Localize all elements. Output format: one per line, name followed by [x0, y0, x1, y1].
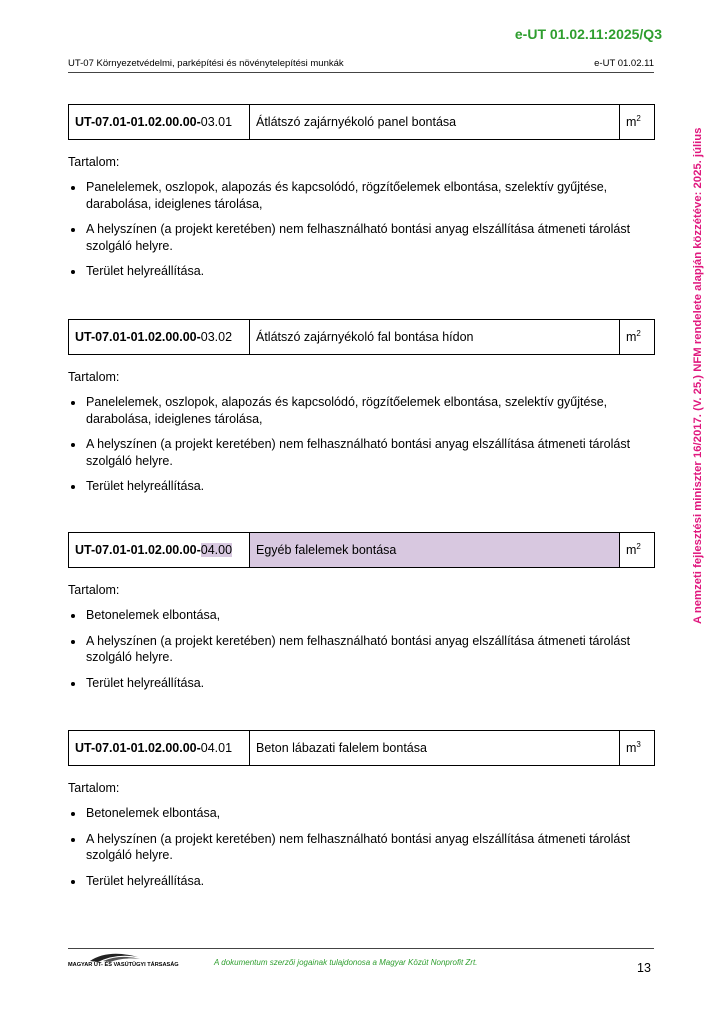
item-code: UT-07.01-01.02.00.00-03.01: [69, 105, 250, 140]
header-chapter-title: UT-07 Környezetvédelmi, parképítési és növénytelepítési munkák: [68, 58, 344, 69]
item-section-1: [68, 104, 655, 289]
item-code-table: [68, 730, 655, 766]
content-heading: Tartalom:: [68, 781, 120, 795]
list-item: • Betonelemek elbontása,: [85, 805, 655, 822]
footer-divider: [68, 948, 654, 949]
content-heading: Tartalom:: [68, 155, 120, 169]
content-list: [68, 805, 655, 889]
list-item: • Terület helyreállítása.: [85, 263, 655, 280]
item-code-table: [68, 532, 655, 568]
item-unit: $m^2$: [620, 320, 655, 355]
list-item: • A helyszínen (a projekt keretében) nem felhasználható bontási anyag elszállítása átmeneti tárolást szolgáló helyre.: [85, 436, 655, 469]
publication-note: A nemzeti fejlesztési miniszter 16/2017. (V. 25.) NFM rendelete alapján közzétéve: 2025. július: [692, 127, 704, 624]
item-section-3: [68, 532, 655, 700]
item-title: Beton lábazati falelem bontása: [250, 731, 620, 766]
list-item: • A helyszínen (a projekt keretében) nem felhasználható bontási anyag elszállítása átmeneti tárolást szolgáló helyre.: [85, 633, 655, 666]
item-code: UT-07.01-01.02.00.00-03.02: [69, 320, 250, 355]
item-unit: $m^2$: [620, 105, 655, 140]
list-item: • Betonelemek elbontása,: [85, 607, 655, 624]
list-item: • A helyszínen (a projekt keretében) nem felhasználható bontási anyag elszállítása átmeneti tárolást szolgáló helyre.: [85, 831, 655, 864]
item-code-table: [68, 104, 655, 140]
item-section-4: [68, 730, 655, 898]
header-doc-ref: e-UT 01.02.11: [594, 58, 654, 69]
item-title: Átlátszó zajárnyékoló fal bontása hídon: [250, 320, 620, 355]
item-code-table: [68, 319, 655, 355]
list-item: • Panelelemek, oszlopok, alapozás és kapcsolódó, rögzítőelemek elbontása, szelektív gyűjtése, darabolása, ideiglenes tárolása,: [85, 179, 655, 212]
highlighted-code-suffix: 04.00: [200, 543, 233, 557]
content-list: [68, 179, 655, 280]
list-item: • Terület helyreállítása.: [85, 478, 655, 495]
list-item: • A helyszínen (a projekt keretében) nem felhasználható bontási anyag elszállítása átmeneti tárolást szolgáló helyre.: [85, 221, 655, 254]
content-heading: Tartalom:: [68, 370, 120, 384]
content-heading: Tartalom:: [68, 583, 120, 597]
page-header: [68, 58, 654, 73]
list-item: • Terület helyreállítása.: [85, 675, 655, 692]
item-unit: $m^2$: [620, 533, 655, 568]
company-logo-text: MAGYAR ÚT- ÉS VASÚTÜGYI TÁRSASÁG: [68, 962, 179, 968]
item-section-2: [68, 319, 655, 504]
content-list: [68, 607, 655, 691]
list-item: • Terület helyreállítása.: [85, 873, 655, 890]
document-id: e-UT 01.02.11:2025/Q3: [514, 26, 662, 42]
content-list: [68, 394, 655, 495]
list-item: • Panelelemek, oszlopok, alapozás és kapcsolódó, rögzítőelemek elbontása, szelektív gyűjtése, darabolása, ideiglenes tárolása,: [85, 394, 655, 427]
copyright-notice: A dokumentum szerzői jogainak tulajdonosa a Magyar Közút Nonprofit Zrt.: [214, 958, 478, 967]
item-code: UT-07.01-01.02.00.00-04.00: [69, 533, 250, 568]
item-code: UT-07.01-01.02.00.00-04.01: [69, 731, 250, 766]
item-title: Átlátszó zajárnyékoló panel bontása: [250, 105, 620, 140]
item-title: Egyéb falelemek bontása: [250, 533, 620, 568]
page-number: 13: [637, 961, 651, 975]
item-unit: $m^3$: [620, 731, 655, 766]
